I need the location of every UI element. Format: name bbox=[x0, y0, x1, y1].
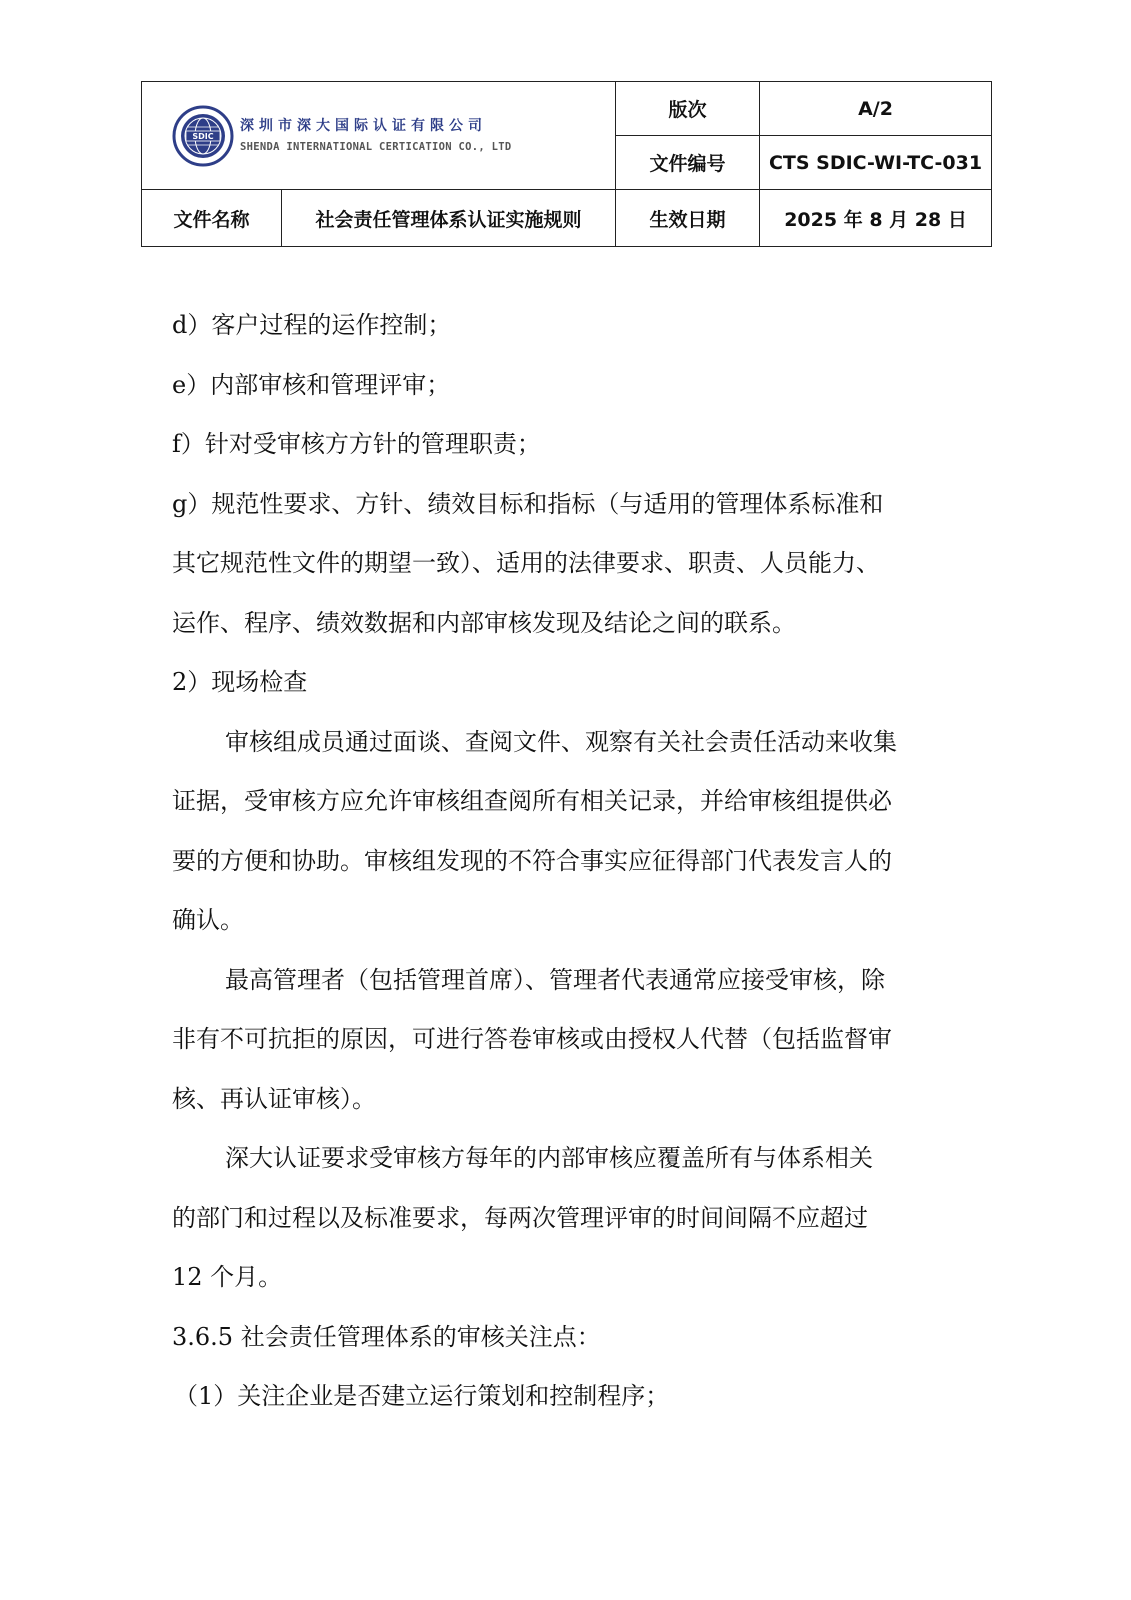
document-body bbox=[172, 296, 964, 1427]
paragraph-1-line-4: 确认。 bbox=[172, 906, 244, 934]
company-name-cn: 深圳市深大国际认证有限公司 bbox=[240, 117, 487, 134]
section-heading-3-6-5: 3.6.5 社会责任管理体系的审核关注点： bbox=[172, 1322, 601, 1351]
doc-number-value: CTS SDIC-WI-TC-031 bbox=[760, 136, 992, 190]
list-item-1: （1）关注企业是否建立运行策划和控制程序； bbox=[174, 1382, 670, 1410]
company-seal-icon bbox=[172, 105, 234, 167]
paragraph-3-line-3: 12 个月。 bbox=[172, 1263, 283, 1291]
list-item-g-line-3: 运作、程序、绩效数据和内部审核发现及结论之间的联系。 bbox=[172, 608, 796, 637]
paragraph-3-line-1: 深大认证要求受审核方每年的内部审核应覆盖所有与体系相关 bbox=[225, 1144, 873, 1172]
company-logo bbox=[142, 105, 615, 167]
paragraph-1-line-2: 证据，受审核方应允许审核组查阅所有相关记录，并给审核组提供必 bbox=[172, 787, 892, 815]
document-header-table bbox=[141, 81, 992, 247]
paragraph-1-line-3: 要的方便和协助。审核组发现的不符合事实应征得部门代表发言人的 bbox=[172, 846, 892, 875]
paragraph-2-line-1: 最高管理者（包括管理首席）、管理者代表通常应接受审核，除 bbox=[225, 965, 885, 994]
company-logo-cell bbox=[142, 82, 616, 190]
section-heading-onsite-inspection: 2）现场检查 bbox=[172, 668, 308, 696]
list-item-g-line-1: g）规范性要求、方针、绩效目标和指标（与适用的管理体系标准和 bbox=[172, 489, 884, 518]
company-name-en: SHENDA INTERNATIONAL CERTICATION CO., LTD bbox=[240, 140, 512, 153]
svg-text:SDIC: SDIC bbox=[192, 131, 214, 141]
version-value: A/2 bbox=[760, 82, 992, 136]
effective-date-label: 生效日期 bbox=[616, 190, 760, 247]
paragraph-2-line-3: 核、再认证审核）。 bbox=[172, 1084, 376, 1113]
doc-number-label: 文件编号 bbox=[616, 136, 760, 190]
doc-name-value: 社会责任管理体系认证实施规则 bbox=[282, 190, 616, 247]
list-item-g-line-2: 其它规范性文件的期望一致）、适用的法律要求、职责、人员能力、 bbox=[172, 549, 880, 577]
effective-date-value: 2025 年 8 月 28 日 bbox=[760, 190, 992, 247]
version-label: 版次 bbox=[616, 82, 760, 136]
doc-name-label: 文件名称 bbox=[142, 190, 282, 247]
paragraph-3-line-2: 的部门和过程以及标准要求，每两次管理评审的时间间隔不应超过 bbox=[172, 1203, 868, 1232]
paragraph-1-line-1: 审核组成员通过面谈、查阅文件、观察有关社会责任活动来收集 bbox=[225, 727, 897, 756]
list-item-f: f）针对受审核方方针的管理职责； bbox=[172, 430, 541, 458]
list-item-d: d）客户过程的运作控制； bbox=[172, 311, 452, 339]
list-item-e: e）内部审核和管理评审； bbox=[172, 370, 451, 399]
paragraph-2-line-2: 非有不可抗拒的原因，可进行答卷审核或由授权人代替（包括监督审 bbox=[172, 1025, 892, 1053]
